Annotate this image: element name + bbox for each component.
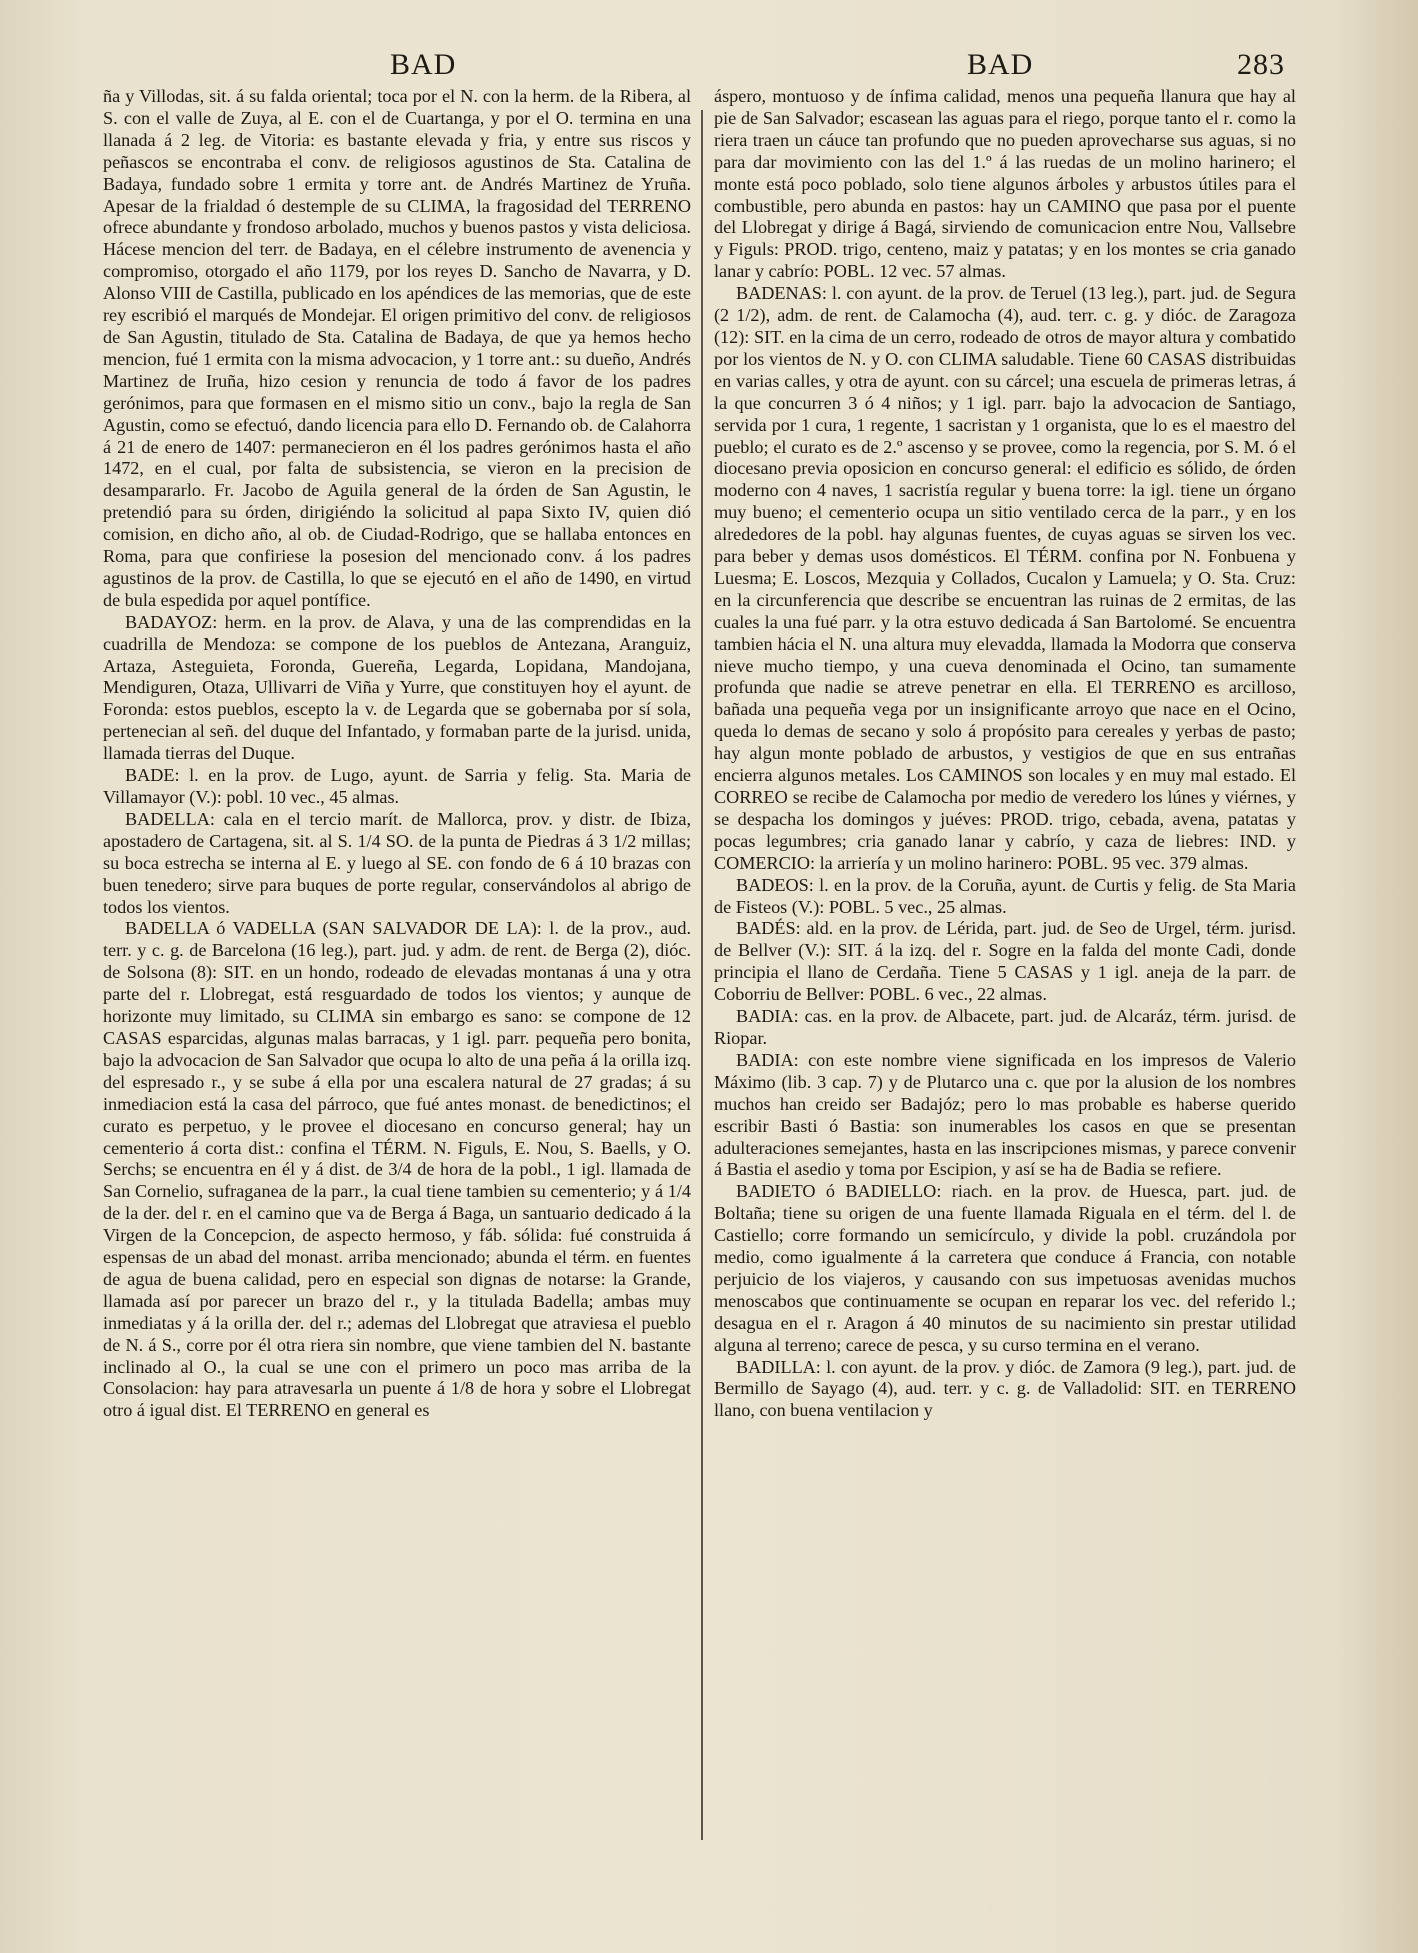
entry-continuation-right: áspero, montuoso y de ínfima calidad, menos una pequeña llanura que hay al pie de San Salvador; escasean las aguas para el riego, porque tanto el r. como la riera traen un cáuce tan profundo que no pueden aprovecharse sus aguas, si no para dar movimiento con las del 1.º á las ruedas de un molino harinero; el monte está poco poblado, solo tiene algunos árboles y arbustos útiles para el combustible, pero abunda en pastos: hay un CAMINO que pasa por el puente del Llobregat y dirige á Bagá, sirviendo de comunicacion entre Nou, Vallsebre y Figuls: PROD. trigo, centeno, maiz y patatas; y en los montes se cria ganado lanar y cabrío: POBL. 12 vec. 57 almas. bbox=[714, 86, 1296, 282]
entry-badeos: BADEOS: l. en la prov. de la Coruña, ayunt. de Curtis y felig. de Sta Maria de Fisteos (V.): POBL. 5 vec., 25 almas. bbox=[714, 874, 1296, 917]
page-number: 283 bbox=[1237, 48, 1285, 81]
entry-badieto: BADIETO ó BADIELLO: riach. en la prov. de Huesca, part. jud. de Boltaña; tiene su origen de una fuente llamada Riguala en el térm. del l. de Castiello; corre formando un semicírculo, y divide la pobl. cruzándola por medio, como igualmente á la carretera que conduce á Francia, con notable perjuicio de los viajeros, y causando con sus impetuosas avenidas muchos menoscabos que continuamente se ocupan en reparar los vec. del referido l.; desagua en el r. Aragon á 40 minutos de su nacimiento sin prestar utilidad alguna al terreno; carece de pesca, y su curso termina en el verano. bbox=[714, 1181, 1296, 1355]
column-rule bbox=[701, 110, 703, 1840]
running-head-right: BAD bbox=[967, 48, 1034, 81]
entry-bade: BADE: l. en la prov. de Lugo, ayunt. de Sarria y felig. Sta. Maria de Villamayor (V.): pobl. 10 vec., 45 almas. bbox=[103, 765, 691, 807]
entry-badilla: BADILLA: l. con ayunt. de la prov. y dióc. de Zamora (9 leg.), part. jud. de Bermillo de Sayago (4), aud. terr. y c. g. de Valladolid: SIT. en TERRENO llano, con buena ventilacion y bbox=[714, 1356, 1296, 1421]
entry-badella-vadella: BADELLA ó VADELLA (SAN SALVADOR DE LA): l. de la prov., aud. terr. y c. g. de Barcelona (16 leg.), part. jud. y adm. de rent. de Berga (2), dióc. de Solsona (8): SIT. en un hondo, rodeado de elevadas montanas á una y otra parte del r. Llobregat, está resguardado de todos los vientos; y aunque de horizonte muy limitado, su CLIMA sin embargo es sano: se compone de 12 CASAS esparcidas, algunas malas barracas, y 1 igl. parr. pequeña pero bonita, bajo la advocacion de San Salvador que ocupa lo alto de una peña á la orilla izq. del espresado r., y se sube á ella por una escalera natural de 27 gradas; á su inmediacion está la casa del párroco, que fué antes monast. de benedictinos; el curato es perpetuo, y le provee el diocesano en concurso general; hay un cementerio á corta dist.: confina el TÉRM. N. Figuls, E. Nou, S. Baells, y O. Serchs; se encuentra en él y á dist. de 3/4 de hora de la pobl., 1 igl. llamada de San Cornelio, sufraganea de la parr., la cual tiene tambien su cementerio; y á 1/4 de la der. del r. en el camino que va de Berga á Baga, un santuario dedicado á la Virgen de la Concepcion, de aspecto hermoso, y fáb. sólida: fué construida á espensas de un abad del monast. arriba mencionado; abunda el térm. en fuentes de agua de buena calidad, pero en especial son dignas de notarse: la Grande, llamada así por parecer un brazo del r., y la titulada Badella; ambas muy inmediatas y á la orilla der. del r.; ademas del Llobregat que atraviesa el pueblo de N. á S., corre por él otra riera sin nombre, que viene tambien del N. bastante inclinado al O., la cual se une con el primero un poco mas arriba de la Consolacion: hay para atravesarla un puente á 1/8 de hora y sobre el Llobregat otro á igual dist. El TERRENO en general es bbox=[103, 918, 691, 1421]
entry-badayoz: BADAYOZ: herm. en la prov. de Alava, y una de las comprendidas en la cuadrilla de Mendoza: se compone de los pueblos de Antezana, Aranguiz, Artaza, Asteguieta, Foronda, Guereña, Legarda, Lopidana, Mandojana, Mendiguren, Otaza, Ullivarri de Viña y Yurre, que constituyen hoy el ayunt. de Foronda: estos pueblos, escepto la v. de Legarda que se gobernaba por sí sola, pertenecian al señ. del duque del Infantado, y formaban parte de la jurisd. unida, llamada tierras del Duque. bbox=[103, 611, 691, 764]
entry-badia-plutarco: BADIA: con este nombre viene significada en los impresos de Valerio Máximo (lib. 3 cap. 7) y de Plutarco una c. que por la alusion de los nombres muchos han creido ser Badajóz; pero lo mas probable es haberse querido escribir Basti ó Bastia: son inumerables los casos en que se presentan adulteraciones semejantes, hasta en las inscripciones mismas, y parece convenir á Bastia el asedio y toma por Escipion, y así se ha de Badia se refiere. bbox=[714, 1049, 1296, 1180]
entry-bades: BADÉS: ald. en la prov. de Lérida, part. jud. de Seo de Urgel, térm. jurisd. de Bellver (V.): SIT. á la izq. del r. Sogre en la falda del monte Cadi, donde principia el llano de Cerdaña. Tiene 5 CASAS y 1 igl. aneja de la parr. de Coborriu de Bellver: POBL. 6 vec., 22 almas. bbox=[714, 918, 1296, 1005]
entry-continuation: ña y Villodas, sit. á su falda oriental; toca por el N. con la herm. de la Ribera, al S. con el valle de Zuya, al E. con el de Cuartanga, y por el O. termina en una llanada á 2 leg. de Vitoria: es bastante elevada y fria, y entre sus riscos y peñascos se encontraba el conv. de religiosos agustinos de Sta. Catalina de Badaya, fundado sobre 1 ermita y torre ant. de Andrés Martinez de Yruña. Apesar de la frialdad ó destemple de su CLIMA, la fragosidad del TERRENO ofrece abundante y frondoso arbolado, muchos y buenos pastos y vista deliciosa. Hácese mencion del terr. de Badaya, en el célebre instrumento de avenencia y compromiso, otorgado el año 1179, por los reyes D. Sancho de Navarra, y D. Alonso VIII de Castilla, publicado en los apéndices de las memorias, que de este rey escribió el marqués de Mondejar. El origen primitivo del conv. de religiosos de San Agustin, titulado de Sta. Catalina de Badaya, de que ya hemos hecho mencion, fué 1 ermita con la misma advocacion, y 1 torre ant.: su dueño, Andrés Martinez de Iruña, hizo cesion y renuncia de todo á favor de los padres gerónimos, para que formasen en el mismo sitio un conv., bajo la regla de San Agustin, como se efectuó, dando licencia para ello D. Fernando ob. de Calahorra á 21 de enero de 1407: permanecieron en él los padres gerónimos hasta el año 1472, en el cual, por falta de subsistencia, se vieron en la precision de desampararlo. Fr. Jacobo de Aguila general de la órden de San Agustin, le pretendió para su órden, dirigiéndo la solicitud al papa Sixto IV, quien dió comision, en dicho año, al ob. de Ciudad-Rodrigo, que se hallaba entonces en Roma, para que confiriese la posesion del mencionado conv. á los padres agustinos de la prov. de Castilla, lo que se ejecutó en el año de 1490, en virtud de bula espedida por aquel pontífice. bbox=[103, 86, 691, 610]
running-head-left: BAD bbox=[390, 48, 457, 81]
entry-badenas: BADENAS: l. con ayunt. de la prov. de Teruel (13 leg.), part. jud. de Segura (2 1/2), adm. de rent. de Calamocha (4), aud. terr. c. g. y dióc. de Zaragoza (12): SIT. en la cima de un cerro, rodeado de otros de mayor altura y combatido por los vientos de N. y O. con CLIMA saludable. Tiene 60 CASAS distribuidas en varias calles, y otra de ayunt. con su cárcel; una escuela de primeras letras, á la que concurren 3 ó 4 niños; y 1 igl. parr. bajo la advocacion de Santiago, servida por 1 cura, 1 regente, 1 sacristan y 1 organista, que lo es el maestro del pueblo; el curato es de 2.º ascenso y se provee, como la regencia, por S. M. ó el diocesano previa oposicion en concurso general: el edificio es sólido, de órden moderno con 4 naves, 1 sacristía regular y buena torre: la igl. tiene un órgano muy bueno; el cementerio ocupa un sitio ventilado cerca de la parr., y en los alrededores de la pobl. hay algunas fuentes, de cuyas aguas se sirven los vec. para beber y demas usos domésticos. El TÉRM. confina por N. Fonbuena y Luesma; E. Loscos, Mezquia y Collados, Cucalon y Lamuela; y O. Sta. Cruz: en la circunferencia que describe se encuentran las ruinas de 2 ermitas, de las cuales la una fué parr. y la otra estuvo dedicada á San Bartolomé. Se encuentra tambien hácia el N. una altura muy elevadda, llamada la Modorra que conserva nieve mucho tiempo, y una cueva denominada el Ocino, tan sumamente profunda que nadie se atreve penetrar en ella. El TERRENO es arcilloso, bañada una pequeña vega por un insignificante arroyo que nace en el Ocino, queda lo demas de secano y solo á propósito para cereales y yerbas de pasto; hay algun monte poblado de arbustos, y vestigios de que en sus entrañas encierra algunos metales. Los CAMINOS son locales y en muy mal estado. El CORREO se recibe de Calamocha por medio de veredero los lúnes y viérnes, y se despacha los domingos y juéves: PROD. trigo, cebada, avena, patatas y pocas legumbres; cria ganado lanar y cabrío, y caza de liebres: IND. y COMERCIO: la arriería y un molino harinero: POBL. 95 vec. 379 almas. bbox=[714, 283, 1296, 873]
entry-badia-albacete: BADIA: cas. en la prov. de Albacete, part. jud. de Alcaráz, térm. jurisd. de Riopar. bbox=[714, 1006, 1296, 1048]
left-column bbox=[103, 86, 691, 1422]
right-column bbox=[714, 86, 1296, 1422]
entry-badella-cala: BADELLA: cala en el tercio marít. de Mallorca, prov. y distr. de Ibiza, apostadero de Cartagena, sit. al S. 1/4 SO. de la punta de Piedras á 3 1/2 millas; su boca estrecha se interna al E. y luego al SE. con fondo de 6 á 10 brazas con buen tenedero; sirve para buques de porte regular, conservándolos al abrigo de todos los vientos. bbox=[103, 808, 691, 917]
